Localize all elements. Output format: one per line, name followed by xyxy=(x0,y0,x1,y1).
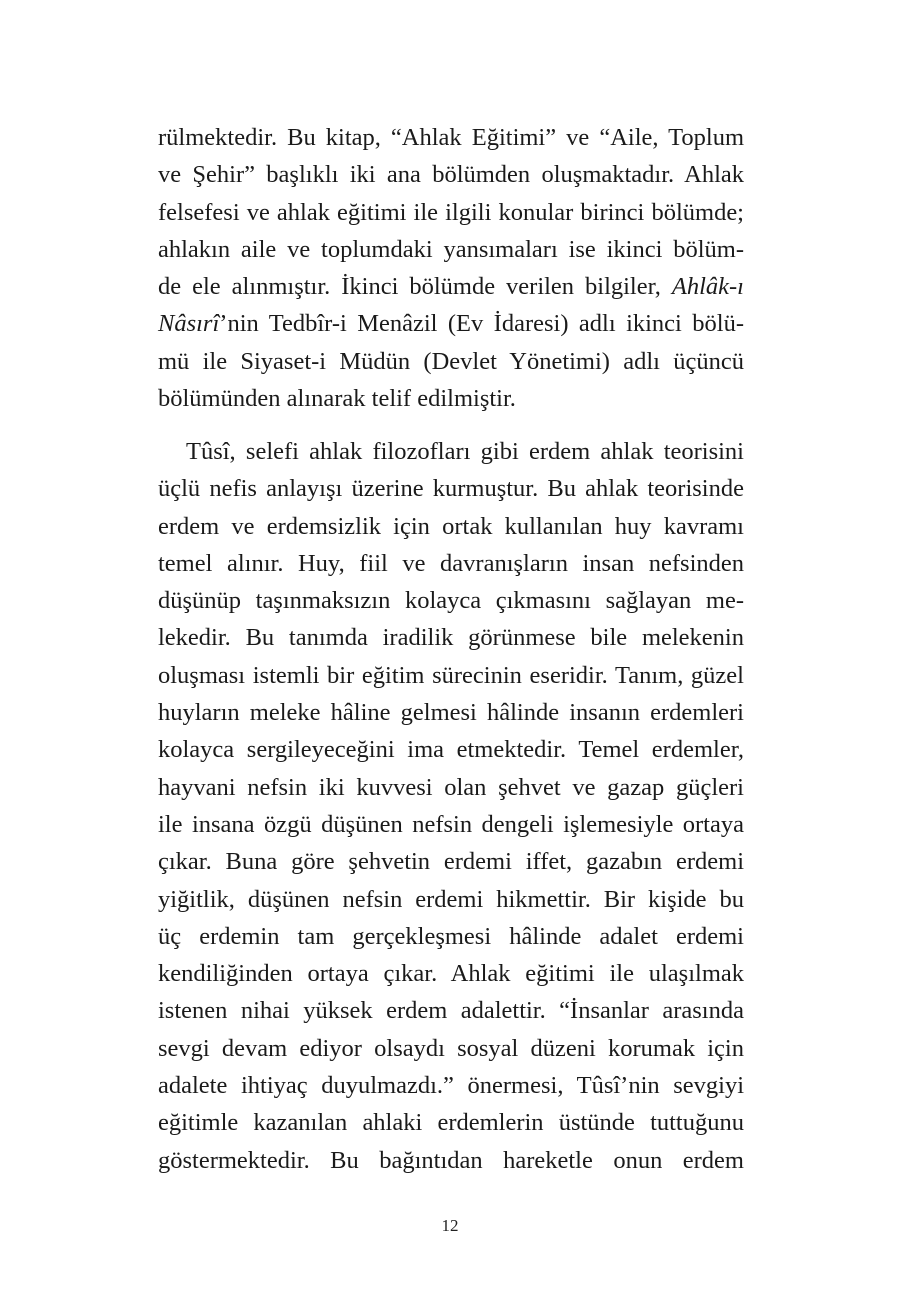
paragraph-2 xyxy=(158,433,744,1179)
text-line: kolayca sergileyeceğini ima etmektedir. Temel erdemler, xyxy=(158,736,744,764)
text-line: adalete ihtiyaç duyulmazdı.” önermesi, Tûsî’nin sevgiyi xyxy=(158,1072,744,1100)
text-line: bölümünden alınarak telif edilmiştir. xyxy=(158,385,516,413)
text-segment: ’nin Tedbîr-i Menâzil (Ev İdaresi) adlı ikinci bölü- xyxy=(219,310,744,338)
text-line: mü ile Siyaset-i Müdün (Devlet Yönetimi) adlı üçüncü xyxy=(158,347,744,375)
text-line: hayvani nefsin iki kuvvesi olan şehvet ve gazap güçleri xyxy=(158,773,744,801)
text-line: ile insana özgü düşünen nefsin dengeli işlemesiyle ortaya xyxy=(158,810,744,838)
paragraph-1 xyxy=(158,119,744,417)
text-line: üçlü nefis anlayışı üzerine kurmuştur. Bu ahlak teorisinde xyxy=(158,475,744,503)
text-line: üç erdemin tam gerçekleşmesi hâlinde adalet erdemi xyxy=(158,922,744,950)
text-line xyxy=(158,268,744,305)
page-number: 12 xyxy=(441,1216,459,1235)
text-line: Tûsî, selefi ahlak filozofları gibi erdem ahlak teorisini xyxy=(186,438,744,465)
text-line: çıkar. Buna göre şehvetin erdemi iffet, gazabın erdemi xyxy=(158,848,744,876)
text-line: kendiliğinden ortaya çıkar. Ahlak eğitimi ile ulaşılmak xyxy=(158,960,744,988)
text-line: huyların meleke hâline gelmesi hâlinde insanın erdemleri xyxy=(158,699,744,727)
book-title-italic: Ahlâk-ı xyxy=(671,273,744,301)
book-title-italic: Nâsırî xyxy=(158,310,220,338)
text-line: ahlakın aile ve toplumdaki yansımaları ise ikinci bölüm- xyxy=(158,235,744,263)
text-line: erdem ve erdemsizlik için ortak kullanılan huy kavramı xyxy=(158,512,744,540)
text-line: rülmektedir. Bu kitap, “Ahlak Eğitimi” ve “Aile, Toplum xyxy=(158,124,744,151)
text-line: istenen nihai yüksek erdem adalettir. “İnsanlar arasında xyxy=(158,997,744,1025)
text-line: oluşması istemli bir eğitim sürecinin eseridir. Tanım, güzel xyxy=(158,661,744,689)
text-line: eğitimle kazanılan ahlaki erdemlerin üstünde tuttuğunu xyxy=(158,1109,744,1137)
text-line: felsefesi ve ahlak eğitimi ile ilgili konular birinci bölümde; xyxy=(158,198,744,226)
text-segment: de ele alınmıştır. İkinci bölümde verilen bilgiler, xyxy=(158,273,672,301)
text-line: göstermektedir. Bu bağıntıdan hareketle onun erdem xyxy=(158,1146,744,1174)
text-line: lekedir. Bu tanımda iradilik görünmese bile melekenin xyxy=(158,624,744,652)
text-line: yiğitlik, düşünen nefsin erdemi hikmettir. Bir kişide bu xyxy=(158,885,744,913)
text-line: temel alınır. Huy, fiil ve davranışların insan nefsinden xyxy=(158,549,744,577)
text-line xyxy=(158,305,744,342)
text-line: sevgi devam ediyor olsaydı sosyal düzeni korumak için xyxy=(158,1034,744,1062)
text-line: düşünüp taşınmaksızın kolayca çıkmasını sağlayan me- xyxy=(158,587,744,615)
text-line: ve Şehir” başlıklı iki ana bölümden oluşmaktadır. Ahlak xyxy=(158,161,744,189)
